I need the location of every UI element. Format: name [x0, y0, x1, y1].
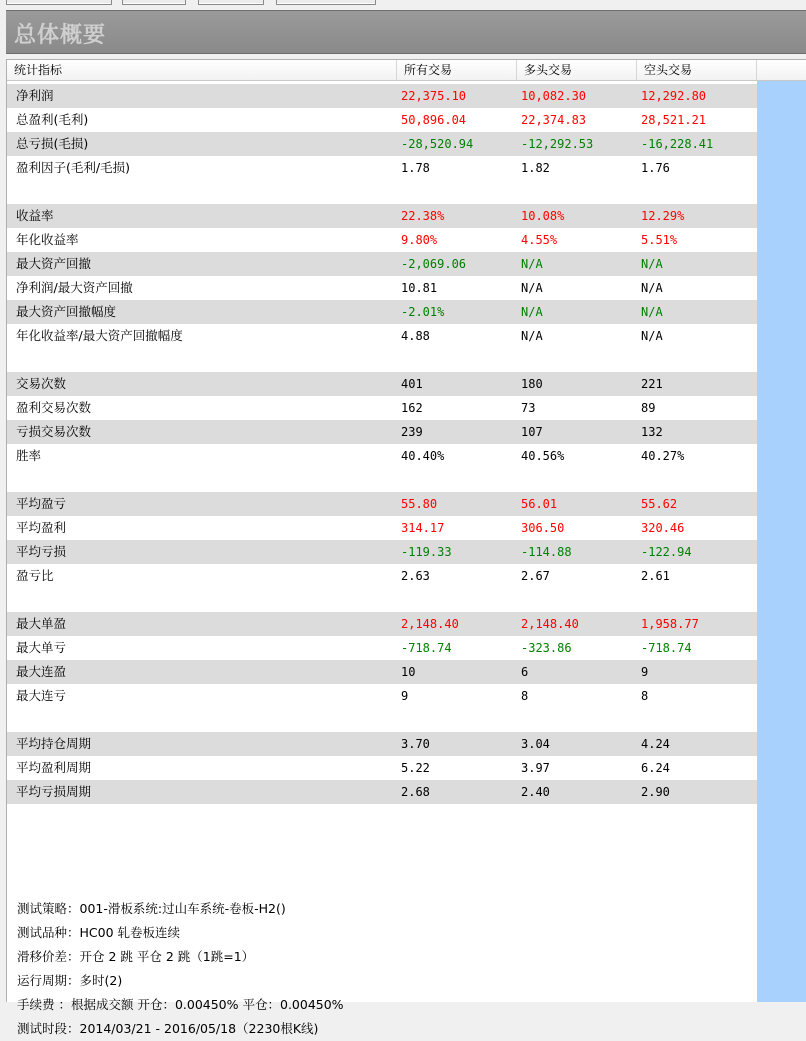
value-all-trades: 5.22: [401, 761, 430, 775]
table-spacer-row[interactable]: [7, 468, 757, 492]
metric-label: 交易次数: [16, 376, 67, 391]
info-spacer: [17, 873, 747, 897]
value-long-trades: 40.56%: [521, 449, 565, 463]
value-all-trades: -2,069.06: [401, 257, 467, 271]
metric-label: 平均盈利: [16, 520, 67, 535]
metric-label: 亏损交易次数: [16, 424, 92, 439]
value-long-trades: 6: [521, 665, 529, 679]
metric-label: 平均盈利周期: [16, 760, 92, 775]
value-short-trades: 132: [641, 425, 663, 439]
metric-label: 净利润/最大资产回撤: [16, 280, 133, 295]
value-short-trades: 2.61: [641, 569, 670, 583]
summary-panel: [6, 59, 806, 1036]
value-all-trades: 2.63: [401, 569, 430, 583]
metric-label: 平均持仓周期: [16, 736, 92, 751]
value-all-trades: 239: [401, 425, 423, 439]
table-row[interactable]: [7, 756, 757, 780]
info-line: 手续费 ：根据成交额 开仓：0.00450% 平仓：0.00450%: [17, 997, 344, 1012]
value-long-trades: 107: [521, 425, 543, 439]
value-short-trades: -718.74: [641, 641, 692, 655]
value-short-trades: -16,228.41: [641, 137, 714, 151]
value-all-trades: 3.70: [401, 737, 430, 751]
metric-label: 净利润: [16, 88, 54, 103]
value-long-trades: 10,082.30: [521, 89, 587, 103]
value-short-trades: 40.27%: [641, 449, 685, 463]
value-all-trades: 314.17: [401, 521, 445, 535]
table-row[interactable]: [7, 108, 757, 132]
value-long-trades: N/A: [521, 305, 543, 319]
value-short-trades: 1,958.77: [641, 617, 699, 631]
table-row[interactable]: [7, 204, 757, 228]
value-long-trades: 22,374.83: [521, 113, 587, 127]
table-row[interactable]: [7, 324, 757, 348]
value-all-trades: -2.01%: [401, 305, 445, 319]
info-spacer: [17, 849, 747, 873]
value-long-trades: 10.08%: [521, 209, 565, 223]
table-row[interactable]: [7, 684, 757, 708]
value-all-trades: 401: [401, 377, 423, 391]
value-short-trades: N/A: [641, 281, 663, 295]
table-spacer-row[interactable]: [7, 708, 757, 732]
info-line: 测试策略：001-滑板系统:过山车系统-卷板-H2(): [17, 901, 286, 916]
info-line: 运行周期：多时(2): [17, 973, 123, 988]
value-short-trades: 4.24: [641, 737, 670, 751]
header-metric[interactable]: 统计指标: [7, 60, 397, 80]
value-all-trades: 55.80: [401, 497, 438, 511]
value-all-trades: 10.81: [401, 281, 438, 295]
stats-table: [7, 84, 757, 804]
table-row[interactable]: [7, 540, 757, 564]
value-short-trades: -122.94: [641, 545, 692, 559]
value-long-trades: 8: [521, 689, 529, 703]
value-short-trades: 8: [641, 689, 649, 703]
metric-label: 最大连盈: [16, 664, 67, 679]
metric-label: 收益率: [16, 208, 54, 223]
value-all-trades: 1.78: [401, 161, 430, 175]
metric-label: 最大单盈: [16, 616, 67, 631]
value-long-trades: -323.86: [521, 641, 572, 655]
table-row[interactable]: [7, 564, 757, 588]
header-short-trades[interactable]: 空头交易: [637, 60, 757, 80]
value-all-trades: 40.40%: [401, 449, 445, 463]
value-long-trades: 2.67: [521, 569, 550, 583]
value-long-trades: 2,148.40: [521, 617, 579, 631]
table-row[interactable]: [7, 636, 757, 660]
table-row[interactable]: [7, 276, 757, 300]
value-all-trades: 2.68: [401, 785, 430, 799]
table-header: [7, 60, 757, 81]
value-short-trades: N/A: [641, 305, 663, 319]
table-row[interactable]: [7, 660, 757, 684]
value-short-trades: N/A: [641, 329, 663, 343]
table-row[interactable]: [7, 612, 757, 636]
value-all-trades: -28,520.94: [401, 137, 474, 151]
metric-label: 盈利因子(毛利/毛损): [16, 160, 130, 175]
value-all-trades: 4.88: [401, 329, 430, 343]
value-all-trades: 9.80%: [401, 233, 438, 247]
table-row[interactable]: [7, 84, 757, 108]
value-long-trades: N/A: [521, 329, 543, 343]
table-spacer-row[interactable]: [7, 348, 757, 372]
metric-label: 最大资产回撤: [16, 256, 92, 271]
value-short-trades: 28,521.21: [641, 113, 707, 127]
value-short-trades: 55.62: [641, 497, 678, 511]
test-info: [17, 849, 747, 1041]
metric-label: 最大资产回撤幅度: [16, 304, 117, 319]
table-row[interactable]: [7, 300, 757, 324]
top-tab-4[interactable]: [276, 0, 376, 5]
value-all-trades: 22,375.10: [401, 89, 467, 103]
value-short-trades: 1.76: [641, 161, 670, 175]
value-all-trades: 10: [401, 665, 416, 679]
value-long-trades: 1.82: [521, 161, 550, 175]
top-tab-2[interactable]: [122, 0, 186, 5]
value-short-trades: 89: [641, 401, 656, 415]
table-spacer-row[interactable]: [7, 180, 757, 204]
info-line: 测试品种：HC00 轧卷板连续: [17, 925, 181, 940]
value-all-trades: -119.33: [401, 545, 452, 559]
value-short-trades: 12.29%: [641, 209, 685, 223]
table-row[interactable]: [7, 396, 757, 420]
title-banner: [6, 10, 806, 54]
value-short-trades: 221: [641, 377, 663, 391]
top-tab-3[interactable]: [198, 0, 264, 5]
metric-label: 最大连亏: [16, 688, 67, 703]
table-row[interactable]: [7, 444, 757, 468]
metric-label: 年化收益率/最大资产回撤幅度: [16, 328, 183, 343]
value-long-trades: N/A: [521, 281, 543, 295]
info-line: 滑移价差：开仓 2 跳 平仓 2 跳（1跳=1）: [17, 949, 255, 964]
metric-label: 总盈利(毛利): [16, 112, 89, 127]
table-spacer-row[interactable]: [7, 588, 757, 612]
value-all-trades: 9: [401, 689, 409, 703]
metric-label: 胜率: [16, 448, 42, 463]
value-long-trades: N/A: [521, 257, 543, 271]
top-tab-strip: [0, 0, 806, 8]
metric-label: 年化收益率: [16, 232, 79, 247]
value-all-trades: -718.74: [401, 641, 452, 655]
value-short-trades: 5.51%: [641, 233, 678, 247]
table-row[interactable]: [7, 780, 757, 804]
metric-label: 平均盈亏: [16, 496, 67, 511]
value-long-trades: 180: [521, 377, 543, 391]
metric-label: 盈利交易次数: [16, 400, 92, 415]
value-short-trades: N/A: [641, 257, 663, 271]
value-long-trades: 73: [521, 401, 536, 415]
table-row[interactable]: [7, 156, 757, 180]
table-row[interactable]: [7, 516, 757, 540]
value-long-trades: 4.55%: [521, 233, 558, 247]
metric-label: 平均亏损周期: [16, 784, 92, 799]
metric-label: 总亏损(毛损): [16, 136, 89, 151]
metric-label: 最大单亏: [16, 640, 67, 655]
value-long-trades: -114.88: [521, 545, 572, 559]
value-all-trades: 50,896.04: [401, 113, 467, 127]
value-short-trades: 9: [641, 665, 649, 679]
table-row[interactable]: [7, 420, 757, 444]
table-row[interactable]: [7, 132, 757, 156]
value-long-trades: 306.50: [521, 521, 565, 535]
value-short-trades: 320.46: [641, 521, 685, 535]
value-short-trades: 12,292.80: [641, 89, 707, 103]
header-long-trades[interactable]: 多头交易: [517, 60, 637, 80]
info-line: 测试时段：2014/03/21 - 2016/05/18（2230根K线): [17, 1021, 319, 1036]
table-row[interactable]: [7, 492, 757, 516]
value-all-trades: 162: [401, 401, 423, 415]
value-short-trades: 6.24: [641, 761, 670, 775]
table-row[interactable]: [7, 228, 757, 252]
value-short-trades: 2.90: [641, 785, 670, 799]
page-title: 总体概要: [14, 23, 107, 48]
table-row[interactable]: [7, 732, 757, 756]
value-long-trades: 3.04: [521, 737, 550, 751]
metric-label: 平均亏损: [16, 544, 67, 559]
metric-label: 盈亏比: [16, 568, 54, 583]
value-long-trades: 3.97: [521, 761, 550, 775]
value-long-trades: -12,292.53: [521, 137, 594, 151]
value-all-trades: 22.38%: [401, 209, 445, 223]
side-strip: [757, 81, 806, 1002]
value-long-trades: 2.40: [521, 785, 550, 799]
value-all-trades: 2,148.40: [401, 617, 459, 631]
value-long-trades: 56.01: [521, 497, 558, 511]
table-row[interactable]: [7, 372, 757, 396]
header-filler: [757, 60, 806, 81]
header-all-trades[interactable]: 所有交易: [397, 60, 517, 80]
table-row[interactable]: [7, 252, 757, 276]
top-tab-1[interactable]: [6, 0, 112, 5]
